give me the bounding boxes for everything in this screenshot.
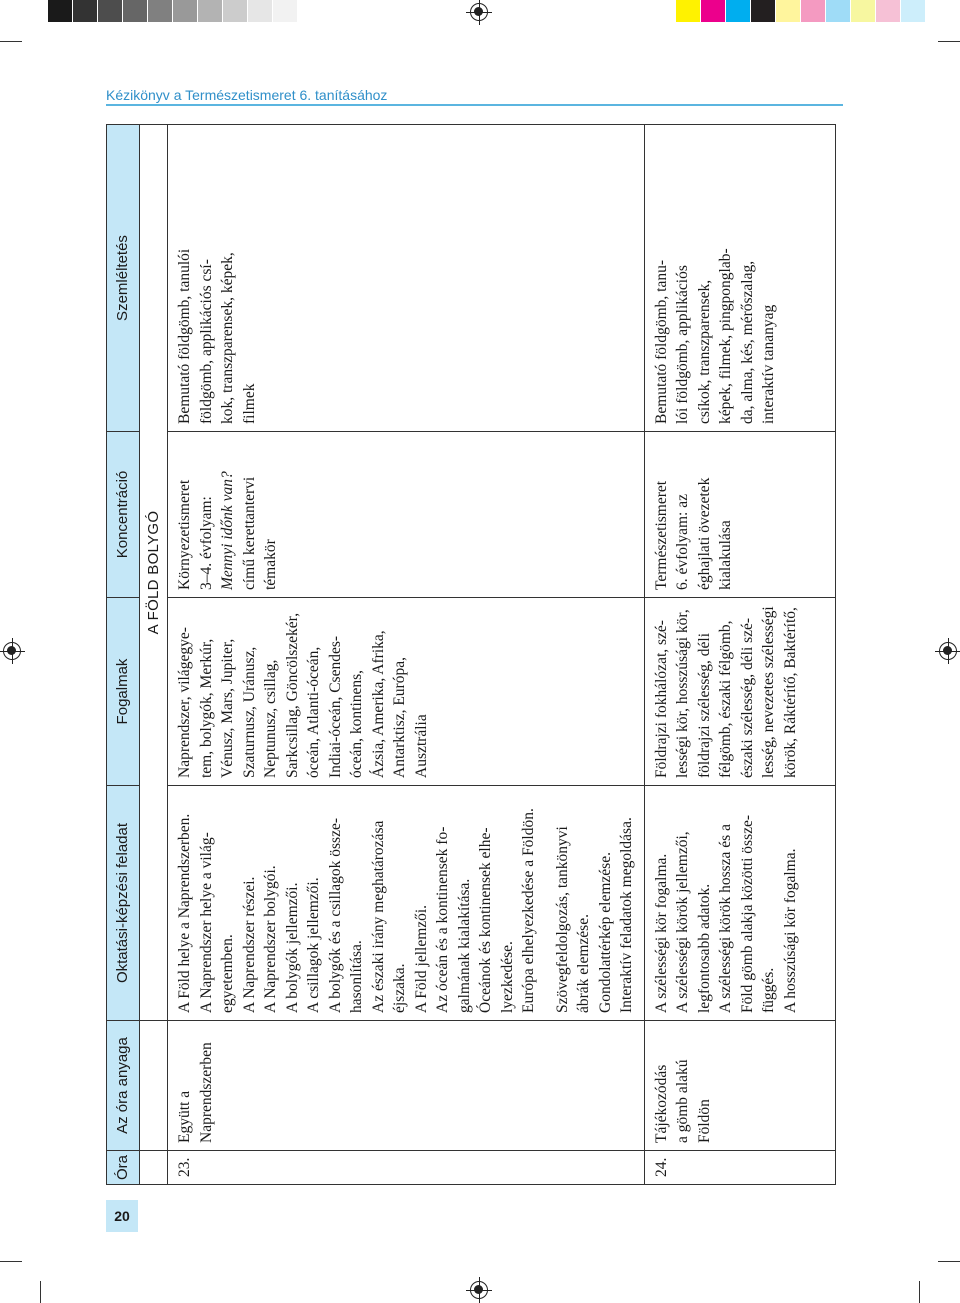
header-rule — [106, 104, 843, 106]
header-fogalmak: Fogalmak — [107, 598, 140, 786]
cell-ora: 23. — [168, 1151, 645, 1185]
cell-line: Interaktív feladatok megoldása. — [618, 817, 635, 1013]
calibration-swatch — [123, 0, 148, 22]
cell-line: csíkok, transzparensek, — [695, 279, 713, 424]
cell-line: Európa elhelyezkedése a Földön. — [520, 808, 537, 1013]
section-title: A FÖLD BOLYGÓ — [139, 125, 168, 1021]
cell-line: lességi kör, hosszúsági kör, — [674, 609, 691, 778]
cell-line: Ausztrália — [412, 714, 430, 778]
cell-feladat — [644, 786, 835, 1021]
registration-mark-icon — [470, 1281, 488, 1299]
cell-line: Bemutató földgömb, tanulói — [176, 248, 193, 424]
cell-line: Az északi irány meghatározása — [369, 820, 387, 1013]
header-szemleltetes: Szemléltetés — [107, 125, 140, 432]
calibration-swatch — [851, 0, 876, 22]
cell-line: Bemutató földgömb, tanu- — [652, 259, 670, 424]
cell-line: Óceánok és kontinensek elhe- — [477, 827, 494, 1013]
cell-line: témakör — [262, 539, 279, 590]
calibration-swatch — [876, 0, 901, 22]
cell-line: A szélességi kör fogalma. — [652, 853, 670, 1013]
cell-line: Tájékozódás — [652, 1064, 670, 1143]
calibration-swatch — [726, 0, 751, 22]
cell-line: című kerettantervi — [240, 476, 258, 590]
crop-mark — [919, 1281, 920, 1303]
table-row — [644, 125, 835, 1185]
cell-line: földgömb, applikációs csí- — [197, 259, 215, 424]
calibration-swatch — [73, 0, 98, 22]
cell-line: kialakulása — [717, 520, 734, 590]
cell-line: filmek — [240, 383, 258, 424]
crop-mark — [0, 41, 22, 42]
cell-line: Antarktisz, Európa, — [391, 657, 408, 778]
calibration-swatch — [98, 0, 123, 22]
header-anyaga: Az óra anyaga — [107, 1021, 140, 1151]
cell-line: Vénusz, Mars, Jupiter, — [219, 638, 236, 778]
cell-line: körök, Ráktérítő, Baktérítő, — [781, 607, 799, 778]
registration-mark-icon — [470, 3, 488, 21]
cell-line: Sarkcsillag, Göncölszekér, — [283, 612, 301, 778]
cell-line: egyetemben. — [219, 934, 236, 1013]
registration-mark-icon — [939, 642, 957, 660]
calibration-swatch — [148, 0, 173, 22]
cell-line: A Föld helye a Naprendszerben. — [176, 813, 193, 1013]
table-row — [168, 125, 645, 1185]
cell-line: kok, transzparensek, képek, — [219, 252, 236, 424]
cell-anyaga — [168, 1021, 645, 1151]
header-ora: Óra — [107, 1151, 140, 1185]
cell-line: óceán, kontinens, — [348, 669, 365, 778]
cell-line: lói földgömb, applikációs — [674, 265, 691, 424]
cell-szemleltetes — [644, 125, 835, 432]
cell-line: Gondolattérkép elemzése. — [596, 852, 614, 1013]
cell-line: Szövegfeldolgozás, tankönyvi — [553, 826, 571, 1013]
cell-fogalmak — [644, 598, 835, 786]
cell-line: északi szélesség, déli szé- — [738, 617, 756, 778]
cell-feladat — [168, 786, 645, 1021]
header-feladat: Oktatási-képzési feladat — [107, 786, 140, 1021]
cell-line: A bolygók és a csillagok össze- — [326, 817, 344, 1013]
cell-line: 6. évfolyam: az — [674, 494, 691, 590]
cell-line: A Naprendszer helye a világ- — [197, 832, 215, 1013]
cell-line: Együtt a — [176, 1090, 193, 1143]
cell-line: függés. — [760, 967, 777, 1013]
cell-ora: 24. — [644, 1151, 835, 1185]
cell-line: lyezkedése. — [498, 941, 516, 1013]
calibration-swatch — [751, 0, 776, 22]
gray-calibration-bar — [48, 0, 298, 22]
cell-line: Szaturnusz, Uránusz, — [240, 646, 258, 778]
cell-koncentracio — [644, 432, 835, 598]
cell-line: Földön — [695, 1099, 713, 1143]
cell-line: interaktív tananyag — [760, 304, 777, 424]
cell-line: éjszaka. — [391, 963, 408, 1013]
calibration-swatch — [48, 0, 73, 22]
cell-line: Az óceán és a kontinensek fo- — [434, 826, 451, 1013]
calibration-swatch — [676, 0, 701, 22]
cell-line: A bolygók jellemzői. — [283, 882, 301, 1013]
calibration-swatch — [273, 0, 298, 22]
lesson-plan-table-frame — [106, 125, 840, 1185]
color-calibration-bar — [676, 0, 926, 22]
cell-line: Mennyi időnk van? — [219, 471, 236, 590]
cell-line: Ázsia, Amerika, Afrika, — [369, 630, 387, 778]
cell-line: lesség, nevezetes szélességi — [760, 606, 777, 778]
lesson-plan-table — [106, 124, 836, 1185]
calibration-swatch — [901, 0, 926, 22]
cell-line: tem, bolygók, Merkúr, — [197, 638, 215, 778]
cell-line: Naprendszer, világegye- — [176, 627, 193, 778]
calibration-swatch — [173, 0, 198, 22]
cell-line: Természetismeret — [652, 480, 670, 590]
cell-line: A szélességi körök hossza és a — [717, 824, 734, 1013]
crop-mark — [938, 41, 960, 42]
cell-line: A csillagok jellemzői. — [305, 877, 322, 1013]
cell-line: A Naprendszer bolygói. — [262, 865, 279, 1013]
cell-line: da, alma, kés, mérőszalag, — [738, 260, 756, 424]
calibration-swatch — [826, 0, 851, 22]
cell-koncentracio — [168, 432, 645, 598]
cell-line: 3–4. évfolyam: — [197, 496, 215, 590]
cell-fogalmak — [168, 598, 645, 786]
cell-line: legfontosabb adatok. — [695, 883, 713, 1013]
cell-line: képek, filmek, pingponglab- — [717, 248, 734, 424]
running-head: Kézikönyv a Természetismeret 6. tanításához — [106, 87, 388, 103]
cell-line: ábrák elemzése. — [575, 914, 592, 1013]
cell-szemleltetes — [168, 125, 645, 432]
cell-line: Földrajzi fokhálózat, szé- — [652, 620, 670, 778]
calibration-swatch — [701, 0, 726, 22]
cell-line: A hosszúsági kör fogalma. — [781, 848, 799, 1013]
calibration-swatch — [248, 0, 273, 22]
cell-line: óceán, Atlanti-óceán, — [305, 646, 322, 778]
cell-line: félgömb, északi félgömb, — [717, 620, 734, 778]
registration-mark-icon — [3, 642, 21, 660]
crop-mark — [0, 1261, 22, 1262]
page-number: 20 — [106, 1200, 138, 1232]
cell-line: Neptunusz, csillag, — [262, 659, 279, 778]
cell-line: a gömb alakú — [674, 1059, 691, 1143]
cell-line: A Föld jellemzői. — [412, 904, 430, 1013]
calibration-swatch — [801, 0, 826, 22]
cell-line: A szélességi körök jellemzői, — [674, 831, 691, 1013]
cell-line: Föld gömb alakja közötti össze- — [738, 814, 756, 1013]
cell-anyaga — [644, 1021, 835, 1151]
cell-line: A Naprendszer részei. — [240, 876, 258, 1013]
header-koncentracio: Koncentráció — [107, 432, 140, 598]
cell-line: hasonlítása. — [348, 940, 365, 1013]
calibration-swatch — [776, 0, 801, 22]
cell-line: Indiai-óceán, Csendes- — [326, 635, 344, 778]
cell-line: Környezetismeret — [176, 479, 193, 590]
crop-mark — [40, 1281, 41, 1303]
cell-line: éghajlati övezetek — [695, 477, 713, 590]
calibration-swatch — [198, 0, 223, 22]
table-header-row — [107, 125, 140, 1185]
calibration-swatch — [223, 0, 248, 22]
cell-line: galmának kialakítása. — [455, 878, 473, 1013]
cell-line: földrajzi szélesség, déli — [695, 632, 713, 778]
cell-line: Naprendszerben — [197, 1042, 215, 1143]
crop-mark — [938, 1261, 960, 1262]
